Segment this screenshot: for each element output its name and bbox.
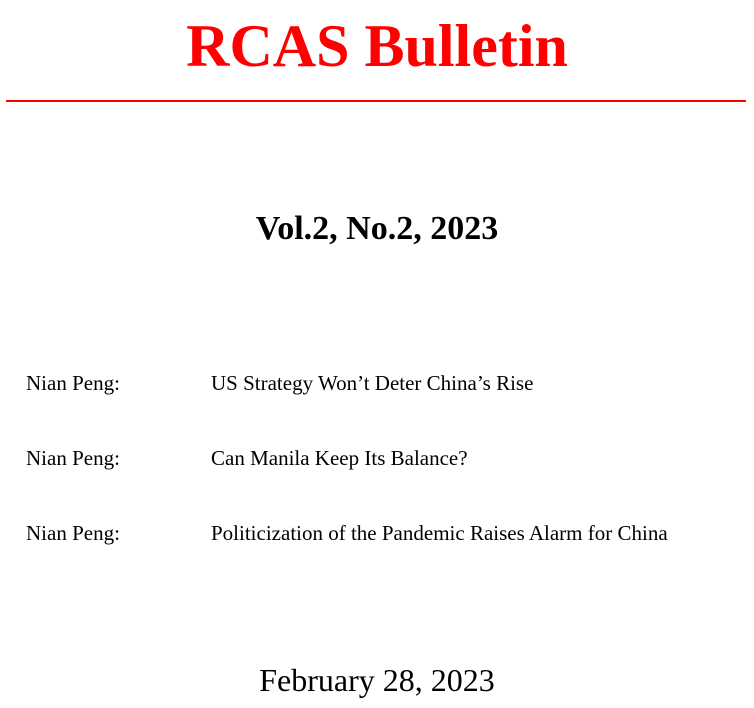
publication-date: February 28, 2023	[259, 662, 495, 698]
article-entry	[26, 518, 746, 593]
article-list	[26, 368, 746, 593]
article-title: US Strategy Won’t Deter China’s Rise	[211, 371, 534, 395]
issue-number: Vol.2, No.2, 2023	[255, 210, 499, 247]
article-author: Nian Peng:	[26, 521, 120, 545]
article-author: Nian Peng:	[26, 371, 120, 395]
article-entry	[26, 443, 746, 518]
article-author: Nian Peng:	[26, 446, 120, 470]
article-title: Politicization of the Pandemic Raises Alarm for China	[211, 521, 668, 545]
article-title: Can Manila Keep Its Balance?	[211, 446, 468, 470]
article-entry	[26, 368, 746, 443]
masthead-divider	[6, 100, 746, 102]
bulletin-masthead: RCAS Bulletin	[186, 13, 568, 79]
